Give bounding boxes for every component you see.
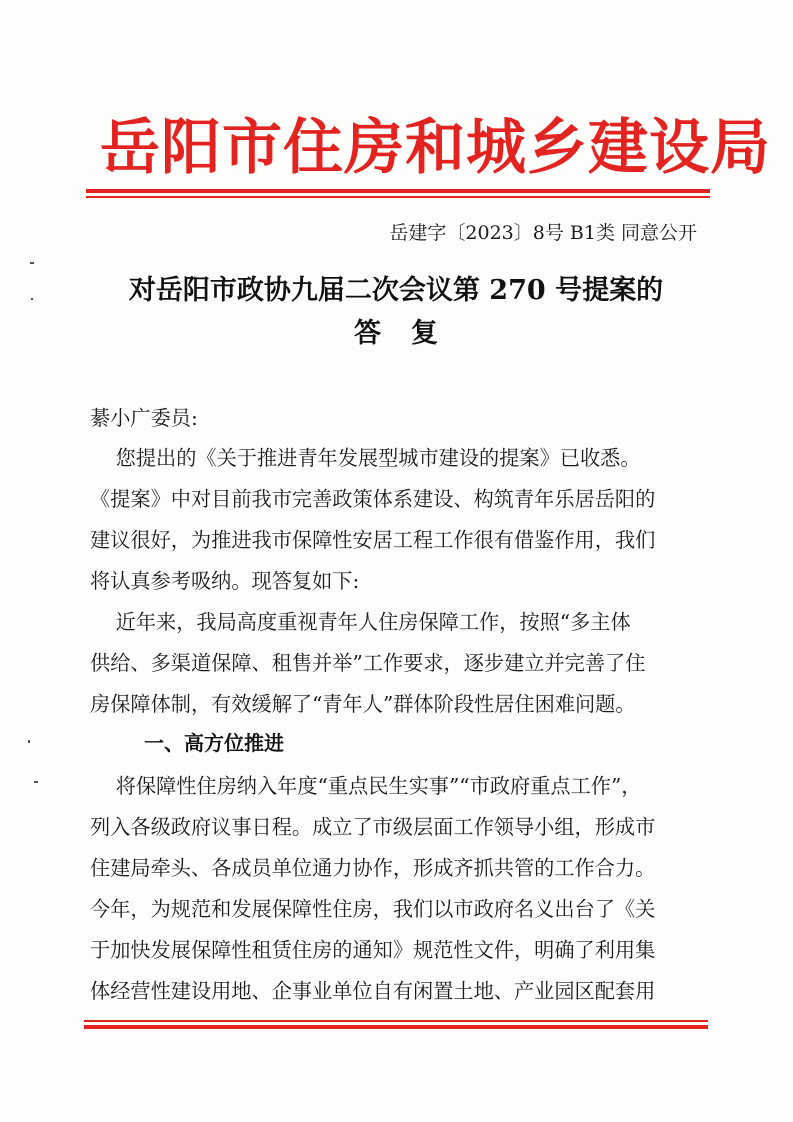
paragraph-line: 建议很好，为推进我市保障性安居工程工作很有借鉴作用，我们 — [90, 528, 656, 552]
paragraph-line: 供给、多渠道保障、租售并举”工作要求，逐步建立并完善了住 — [90, 651, 646, 675]
binding-hole-mark — [31, 298, 33, 300]
section-line: 住建局牵头、各成员单位通力协作，形成齐抓共管的工作合力。 — [90, 856, 656, 880]
salutation: 綦小广委员: — [90, 406, 198, 430]
binding-hole-mark — [30, 262, 34, 264]
document-title-line-1: 对岳阳市政协九届二次会议第 270 号提案的 — [128, 275, 664, 306]
section-line: 于加快发展保障性租赁住房的通知》规范性文件，明确了利用集 — [90, 938, 656, 962]
binding-hole-mark — [28, 740, 30, 743]
paragraph-line: 将认真参考吸纳。现答复如下: — [90, 569, 360, 593]
letterhead-red-rule-thick — [86, 189, 710, 193]
section-line: 列入各级政府议事日程。成立了市级层面工作领导小组，形成市 — [90, 815, 656, 839]
letterhead-org-name: 岳阳市住房和城乡建设局 — [100, 113, 771, 183]
footer-red-rule-thin — [84, 1020, 708, 1022]
letterhead-red-rule-thin — [86, 196, 710, 198]
footer-red-rule-thick — [84, 1025, 708, 1029]
paragraph-line: 您提出的《关于推进青年发展型城市建设的提案》已收悉。 — [90, 446, 641, 470]
section-line: 将保障性住房纳入年度“重点民生实事”“市政府重点工作”， — [90, 774, 642, 798]
document-number: 岳建字〔2023〕8号 B1类 同意公开 — [389, 222, 697, 244]
section-line: 体经营性建设用地、企事业单位自有闲置土地、产业园区配套用 — [90, 979, 656, 1003]
paragraph-line: 房保障体制，有效缓解了“青年人”群体阶段性居住困难问题。 — [90, 692, 636, 716]
section-heading: 一、高方位推进 — [144, 731, 284, 755]
binding-hole-mark — [34, 781, 38, 783]
paragraph-line: 《提案》中对目前我市完善政策体系建设、构筑青年乐居岳阳的 — [90, 487, 656, 511]
document-title-line-2: 答复 — [354, 318, 468, 349]
section-line: 今年，为规范和发展保障性住房，我们以市政府名义出台了《关 — [90, 897, 656, 921]
paragraph-line: 近年来，我局高度重视青年人住房保障工作，按照“多主体 — [90, 610, 631, 634]
